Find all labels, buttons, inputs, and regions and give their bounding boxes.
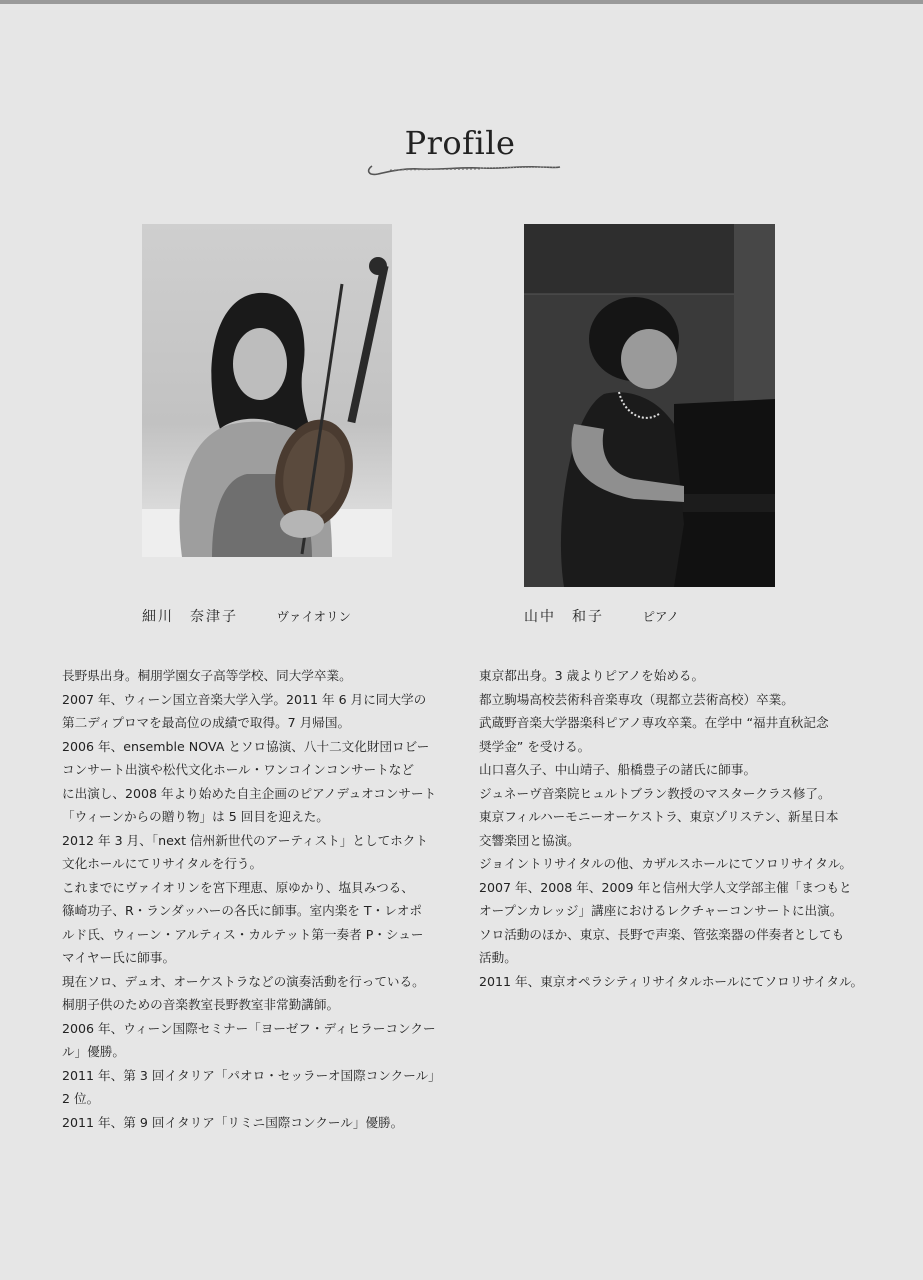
violinist-name: 細川 奈津子 [142, 609, 238, 625]
bio-line: 現在ソロ、デュオ、オーケストラなどの演奏活動を行っている。 [62, 973, 425, 989]
bio-line: ル」優勝。 [62, 1044, 125, 1059]
pianist-photo [524, 224, 775, 587]
bio-line: 文化ホールにてリサイタルを行う。 [62, 856, 263, 871]
pianist-name-row [524, 606, 679, 626]
bio-line: 東京都出身。3 歳よりピアノを始める。 [479, 668, 705, 683]
pianist-bio [479, 664, 899, 993]
pianist-name: 山中 和子 [524, 609, 604, 625]
bio-line: 2011 年、第 9 回イタリア「リミニ国際コンクール」優勝。 [62, 1114, 404, 1130]
bio-line: ジョイントリサイタルの他、カザルスホールにてソロリサイタル。 [479, 856, 853, 871]
violinist-bio [62, 664, 462, 1134]
bio-line: 奨学金” を受ける。 [479, 738, 591, 754]
bio-line: 長野県出身。桐朋学園女子高等学校、同大学卒業。 [62, 668, 352, 683]
scan-edge [0, 0, 923, 4]
bio-line: 2006 年、ウィーン国際セミナー「ヨーゼフ・ディヒラーコンクー [62, 1020, 436, 1036]
violinist-instrument: ヴァイオリン [276, 609, 351, 624]
bio-line: 山口喜久子、中山靖子、船橋豊子の諸氏に師事。 [479, 762, 757, 777]
bio-line: 2007 年、2008 年、2009 年と信州大学人文学部主催「まつもと [479, 879, 852, 895]
bio-line: ルド氏、ウィーン・アルティス・カルテット第一奏者 P・シュー [62, 926, 424, 942]
pianist-instrument: ピアノ [642, 609, 679, 624]
bio-line: オープンカレッジ」講座におけるレクチャーコンサートに出演。 [479, 903, 843, 918]
bio-line: コンサート出演や松代文化ホール・ワンコインコンサートなど [62, 762, 414, 777]
bio-line: 東京フィルハーモニーオーケストラ、東京ゾリステン、新星日本 [479, 809, 839, 824]
violinist-photo [142, 224, 392, 557]
bio-line: 「ウィーンからの贈り物」は 5 回目を迎えた。 [62, 809, 329, 824]
violinist-name-row [142, 606, 351, 626]
bio-line: 2006 年、ensemble NOVA とソロ協演、八十二文化財団ロビー [62, 738, 430, 754]
bio-line: 2011 年、第 3 回イタリア「パオロ・セッラーオ国際コンクール」 [62, 1067, 441, 1083]
bio-line: これまでにヴァイオリンを宮下理恵、原ゆかり、塩貝みつる、 [62, 879, 414, 895]
bio-line: 2012 年 3 月、「next 信州新世代のアーティスト」としてホクト [62, 832, 428, 848]
bio-line: マイヤー氏に師事。 [62, 950, 176, 965]
bio-line: 2 位。 [62, 1091, 100, 1106]
bio-line: 武蔵野音楽大学器楽科ピアノ専攻卒業。在学中 “福井直秋記念 [479, 715, 829, 730]
bio-line: 交響楽団と協演。 [479, 832, 580, 848]
bio-line: 桐朋子供のための音楽教室長野教室非常勤講師。 [62, 997, 340, 1012]
bio-line: 2011 年、東京オペラシティリサイタルホールにてソロリサイタル。 [479, 973, 864, 989]
bio-line: 活動。 [479, 950, 517, 965]
bio-line: に出演し、2008 年より始めた自主企画のピアノデュオコンサート [62, 785, 437, 801]
bio-line: 第二ディプロマを最高位の成績で取得。7 月帰国。 [62, 715, 351, 730]
page-title: Profile [404, 124, 516, 162]
title-flourish [360, 156, 570, 178]
bio-line: 篠崎功子、R・ランダッハーの各氏に師事。室内楽を T・レオポ [62, 903, 422, 918]
bio-line: ソロ活動のほか、東京、長野で声楽、管弦楽器の伴奏者としても [479, 926, 845, 942]
bio-line: 2007 年、ウィーン国立音楽大学入学。2011 年 6 月に同大学の [62, 691, 427, 707]
bio-line: 都立駒場高校芸術科音楽専攻（現都立芸術高校）卒業。 [479, 691, 794, 707]
bio-line: ジュネーヴ音楽院ヒュルトブラン教授のマスタークラス修了。 [479, 785, 831, 801]
